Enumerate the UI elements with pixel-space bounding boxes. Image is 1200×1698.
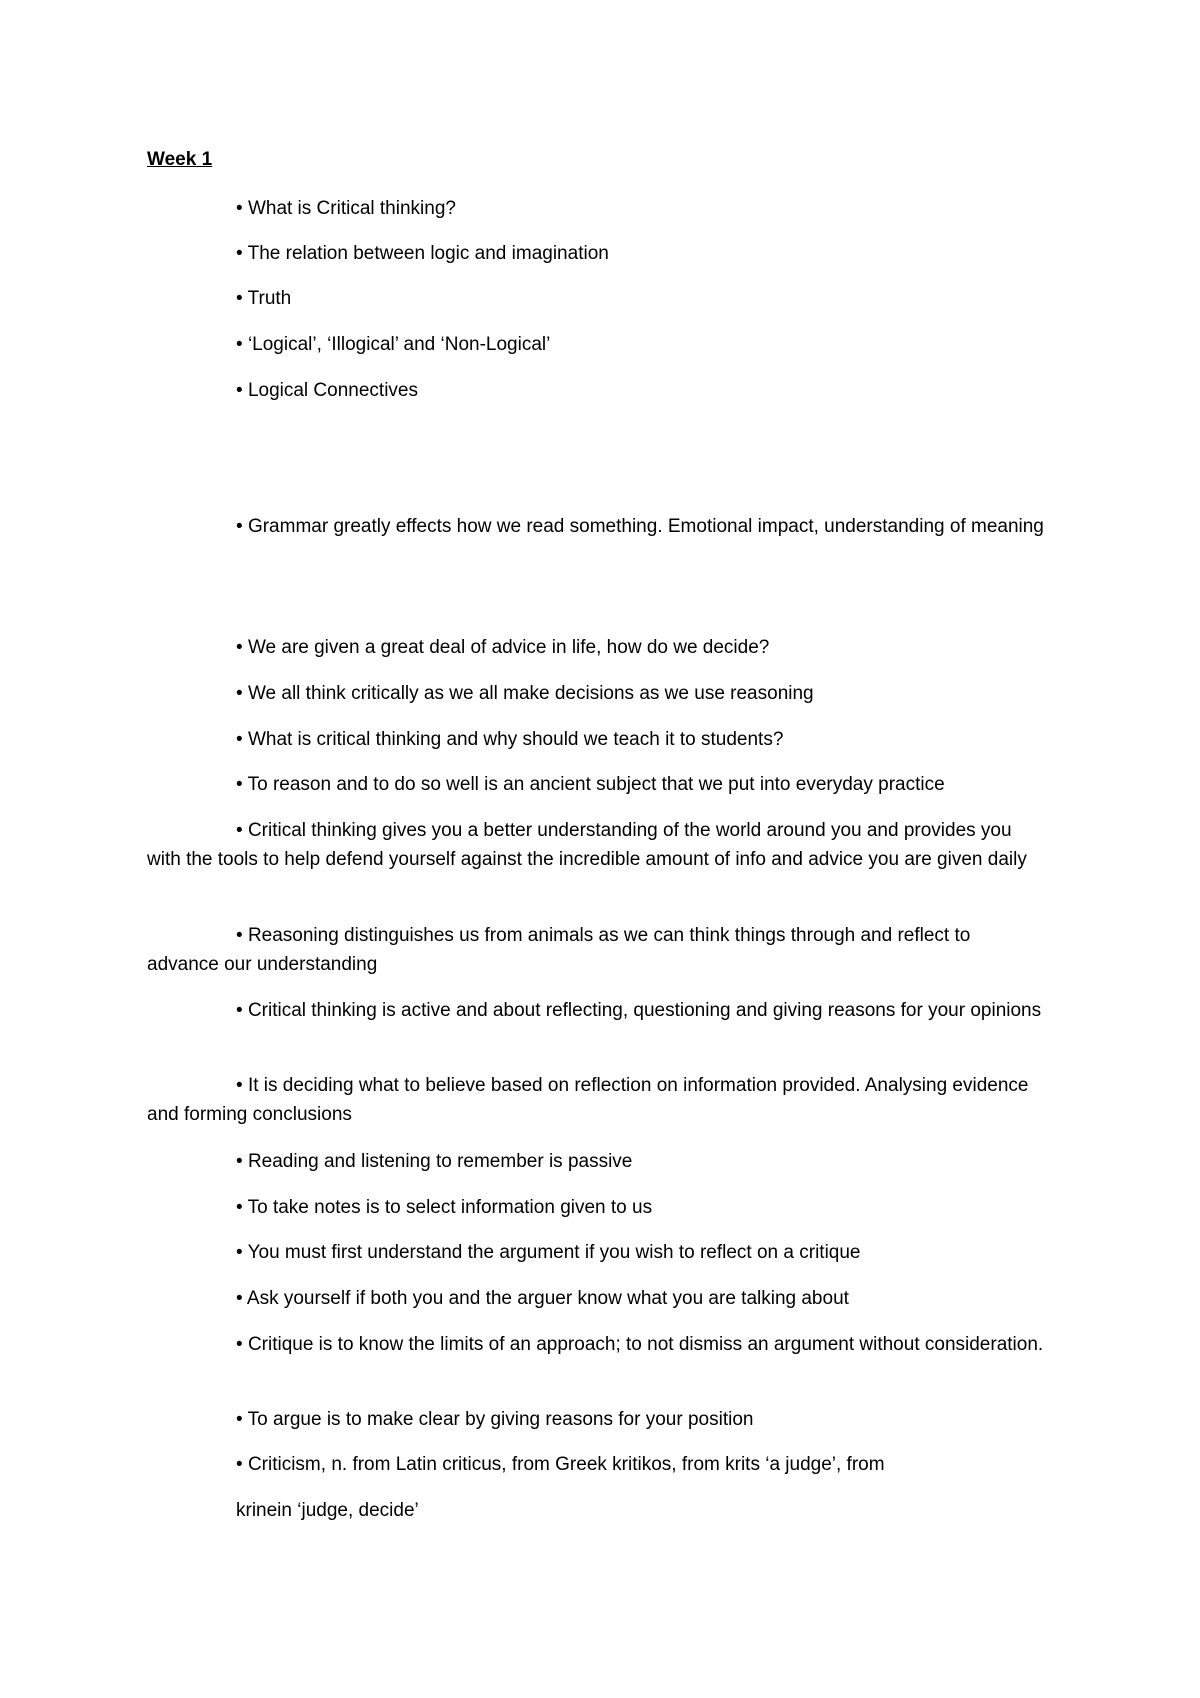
list-item: • We are given a great deal of advice in life, how do we decide? <box>236 637 770 658</box>
bullet-icon: • <box>236 1242 243 1263</box>
bullet-icon: • <box>236 516 243 537</box>
list-item: • ‘Logical’, ‘Illogical’ and ‘Non-Logical’ <box>236 334 551 355</box>
bullet-icon: • <box>236 774 243 795</box>
bullet-icon: • <box>236 1334 243 1355</box>
bullet-icon: • <box>236 820 243 841</box>
list-item: • We all think critically as we all make decisions as we use reasoning <box>236 683 814 704</box>
bullet-icon: • <box>236 1454 243 1475</box>
list-item: • Ask yourself if both you and the arguer know what you are talking about <box>236 1288 849 1309</box>
list-item: • Critical thinking is active and about reflecting, questioning and giving reasons for your opinions <box>236 1000 1042 1021</box>
list-item: • Logical Connectives <box>236 380 418 401</box>
list-item: • Critique is to know the limits of an approach; to not dismiss an argument without consideration. <box>236 1334 1044 1355</box>
list-item: • To argue is to make clear by giving reasons for your position <box>236 1409 754 1430</box>
bullet-icon: • <box>236 1151 243 1172</box>
bullet-icon: • <box>236 1288 243 1309</box>
list-item: • You must first understand the argument if you wish to reflect on a critique <box>236 1242 861 1263</box>
bullet-icon: • <box>236 198 243 219</box>
bullet-icon: • <box>236 288 243 309</box>
bullet-icon: • <box>236 1409 243 1430</box>
page-title: Week 1 <box>147 149 213 170</box>
list-item: • What is critical thinking and why should we teach it to students? <box>236 729 784 750</box>
list-item: • Criticism, n. from Latin criticus, from Greek kritikos, from krits ‘a judge’, from <box>236 1454 885 1475</box>
list-item: • To reason and to do so well is an ancient subject that we put into everyday practice <box>236 774 945 795</box>
bullet-icon: • <box>236 1000 243 1021</box>
list-item-continuation: krinein ‘judge, decide’ <box>236 1500 419 1521</box>
bullet-icon: • <box>236 380 243 401</box>
list-item: • To take notes is to select information given to us <box>236 1197 653 1218</box>
bullet-icon: • <box>236 729 243 750</box>
list-item: • Truth <box>236 288 292 309</box>
bullet-icon: • <box>236 1075 243 1096</box>
bullet-icon: • <box>236 243 243 264</box>
list-item: • Critical thinking gives you a better understanding of the world around you and provides you with the tools to help defend yourself against the incredible amount of info and advice you are given daily <box>147 820 1027 870</box>
list-item: • Reasoning distinguishes us from animals as we can think things through and reflect to advance our understanding <box>147 925 971 975</box>
bullet-icon: • <box>236 334 243 355</box>
list-item: • Grammar greatly effects how we read something. Emotional impact, understanding of meaning <box>236 516 1044 537</box>
list-item: • What is Critical thinking? <box>236 198 456 219</box>
list-item: • It is deciding what to believe based on reflection on information provided. Analysing evidence and forming conclusions <box>147 1075 1029 1125</box>
list-item: • The relation between logic and imagination <box>236 243 609 264</box>
bullet-icon: • <box>236 637 243 658</box>
list-item: • Reading and listening to remember is passive <box>236 1151 633 1172</box>
bullet-icon: • <box>236 1197 243 1218</box>
bullet-icon: • <box>236 925 243 946</box>
bullet-icon: • <box>236 683 243 704</box>
